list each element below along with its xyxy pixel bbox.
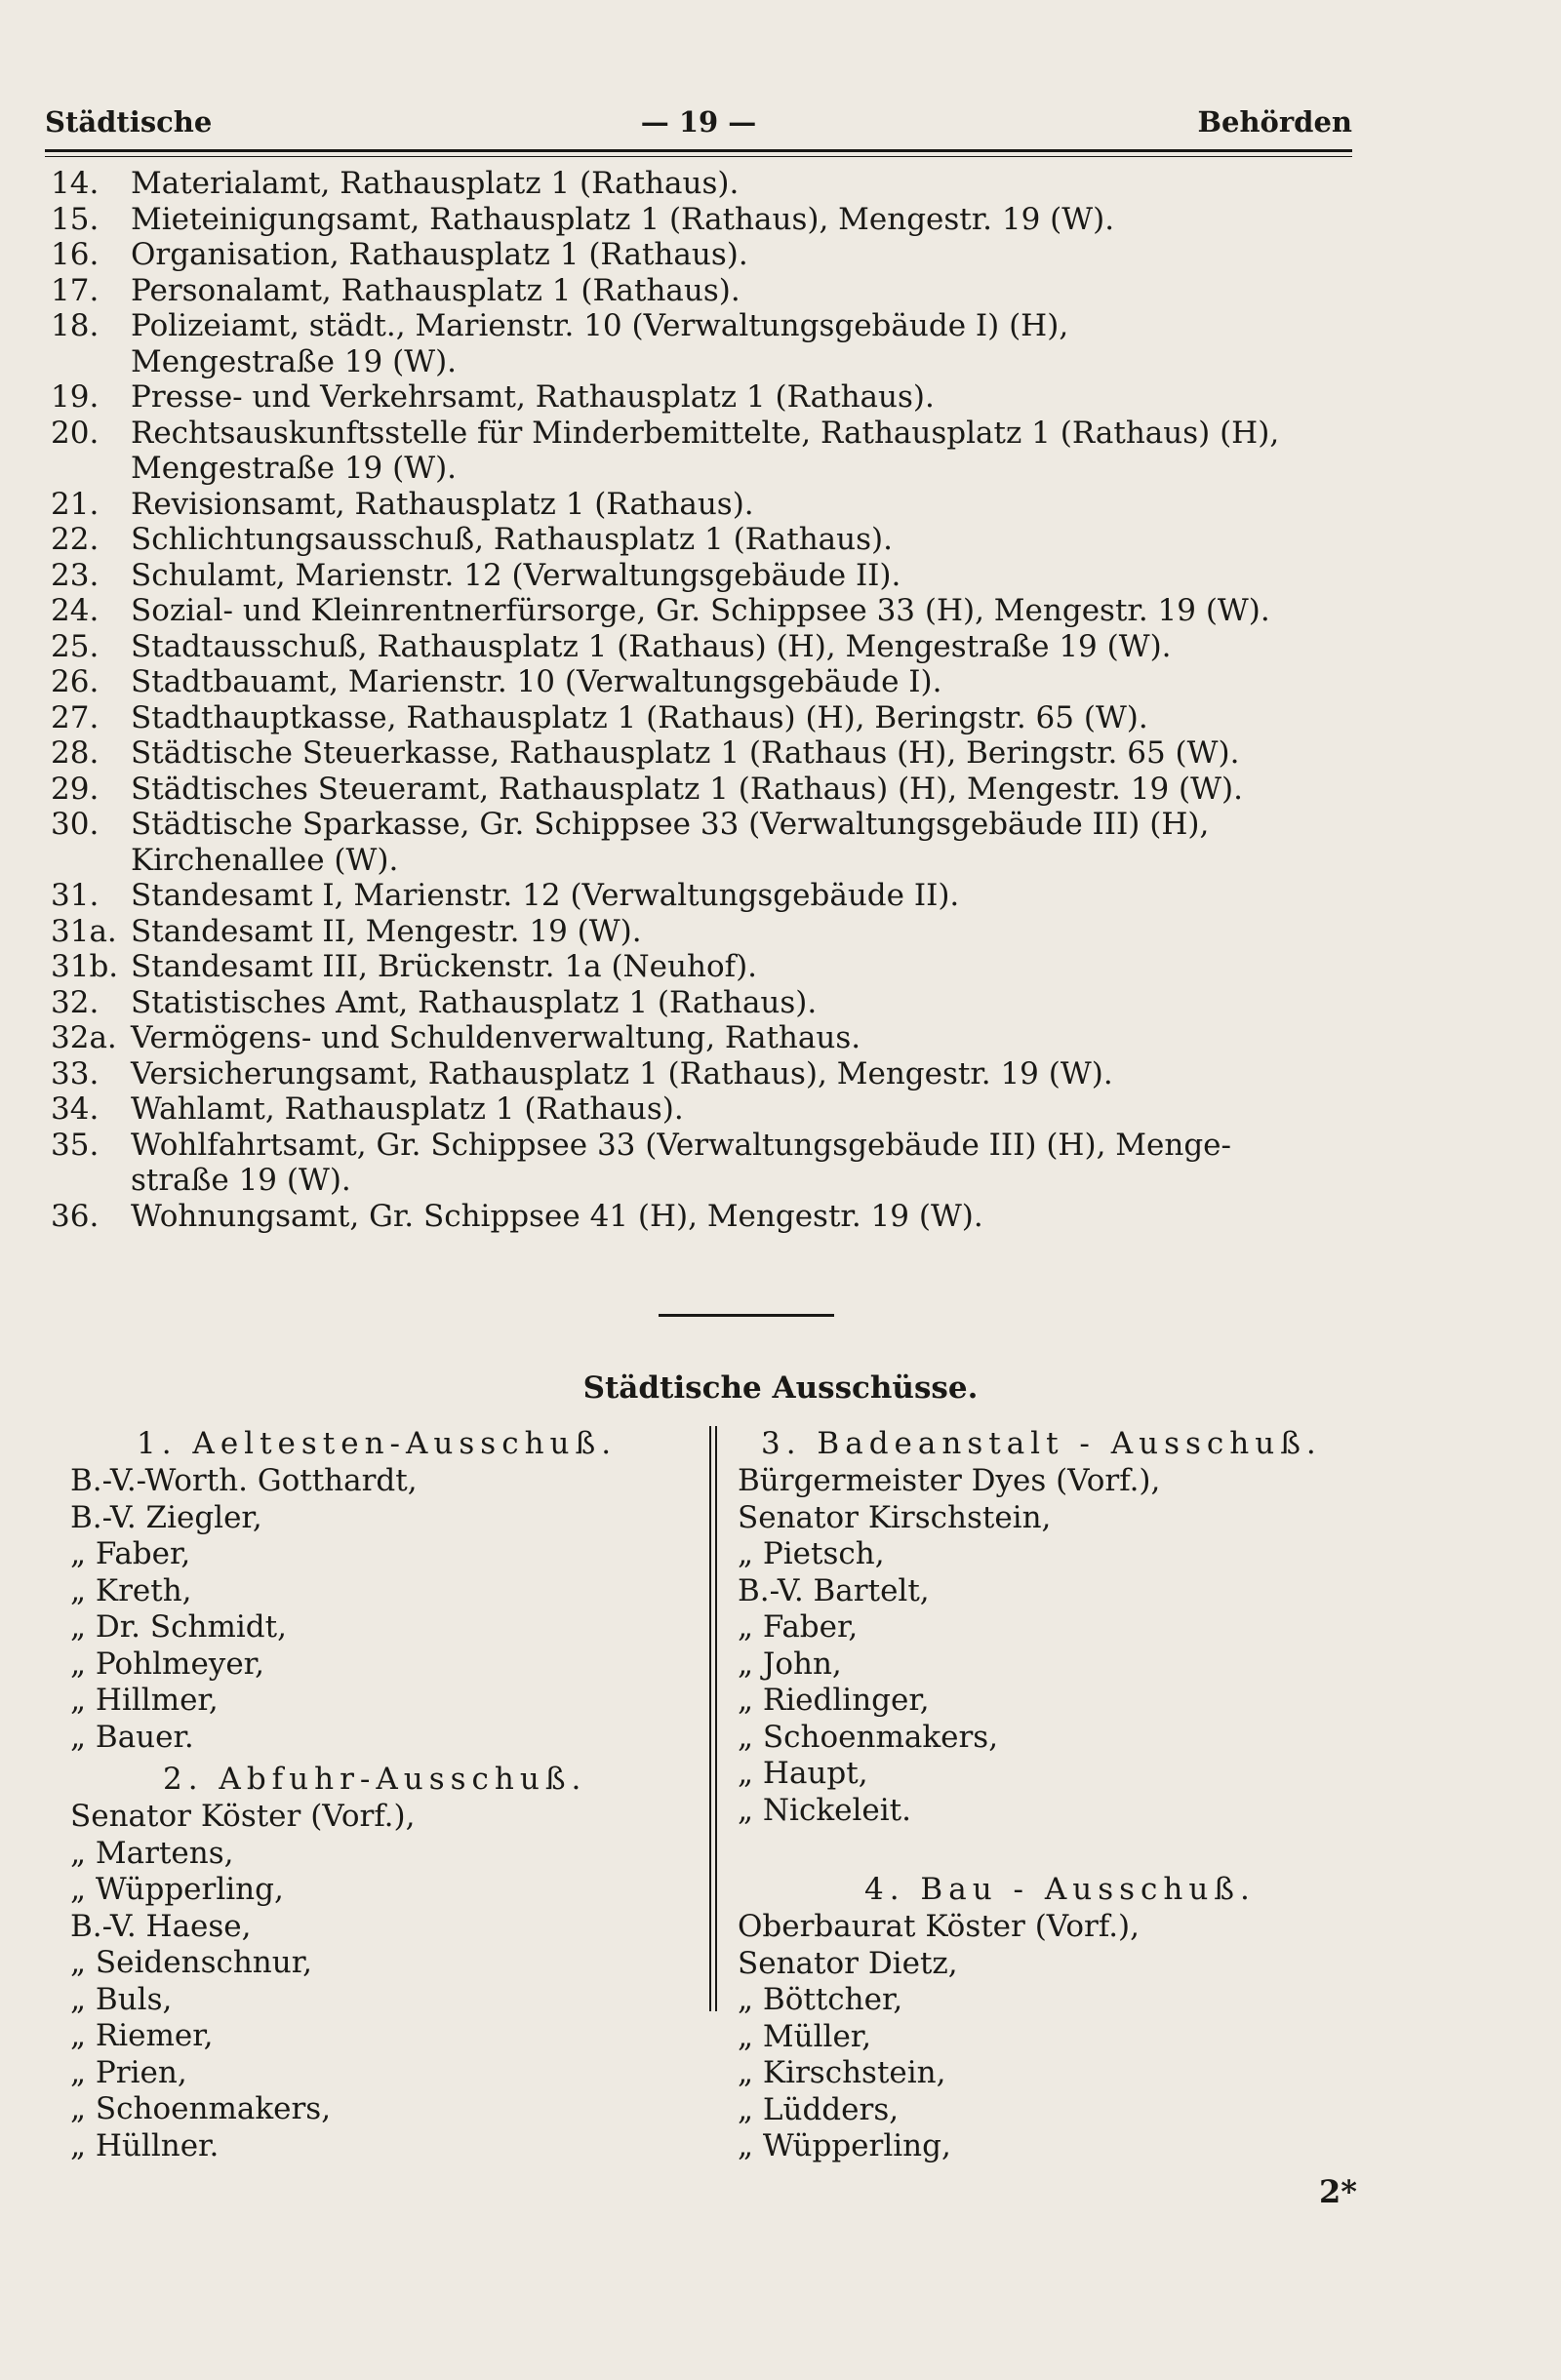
office-entry (51, 772, 1358, 808)
entry-line: Wohnungsamt, Gr. Schippsee 41 (H), Mengestr. 19 (W). (131, 1198, 983, 1234)
entry-text (131, 1091, 1358, 1128)
committee-member: B.-V.-Worth. Gotthardt, (70, 1463, 418, 1498)
page-number: — 19 — (640, 105, 757, 139)
office-entry (51, 237, 1358, 273)
committee-member: „ Pietsch, (738, 1536, 885, 1571)
office-entry (51, 1128, 1358, 1199)
committee-2-members (70, 1799, 695, 2164)
header-rule-thick (45, 149, 1352, 152)
entry-line: Städtisches Steueramt, Rathausplatz 1 (Rathaus) (H), Mengestr. 19 (W). (131, 771, 1243, 807)
entry-line: Vermögens- und Schuldenverwaltung, Rathaus. (131, 1020, 861, 1055)
header-rule-thin (45, 156, 1352, 157)
entry-text (131, 985, 1358, 1021)
committee-member: „ John, (738, 1646, 842, 1682)
committee-member: „ Kreth, (70, 1572, 192, 1608)
committee-member: B.-V. Ziegler, (70, 1499, 262, 1535)
committee-member: „ Böttcher, (738, 1982, 903, 2017)
signature-mark: 2* (1319, 2173, 1357, 2210)
committee-member: „ Lüdders, (738, 2091, 900, 2127)
committee-column-right (738, 1424, 1342, 2165)
entry-line: Mengestraße 19 (W). (131, 451, 458, 486)
entry-number: 19. (51, 379, 100, 415)
entry-text (131, 807, 1358, 878)
committee-member: „ Hillmer, (70, 1683, 219, 1718)
committee-4-title: 4. Bau - Ausschuß. (864, 1872, 1256, 1907)
entry-text (131, 416, 1358, 487)
committee-member: „ Seidenschnur, (70, 1945, 312, 1980)
entry-number: 29. (51, 771, 100, 807)
entry-line: Wahlamt, Rathausplatz 1 (Rathaus). (131, 1091, 684, 1127)
office-entry (51, 487, 1358, 523)
entry-number: 25. (51, 628, 100, 664)
entry-number: 14. (51, 166, 100, 201)
committee-member: „ Martens, (70, 1835, 234, 1871)
committee-member: „ Riedlinger, (738, 1683, 930, 1718)
entry-number: 21. (51, 486, 100, 522)
entry-text (131, 487, 1358, 523)
committee-member: Bürgermeister Dyes (Vorf.), (738, 1463, 1161, 1498)
entry-number: 31. (51, 878, 100, 913)
entry-number: 24. (51, 593, 100, 628)
entry-text (131, 166, 1358, 202)
committee-member: B.-V. Haese, (70, 1908, 252, 1944)
committee-member: „ Kirschstein, (738, 2055, 946, 2090)
office-entry (51, 1199, 1358, 1235)
entry-text (131, 772, 1358, 808)
entry-text (131, 237, 1358, 273)
entry-number: 34. (51, 1091, 100, 1127)
office-entry (51, 664, 1358, 700)
entry-line: Wohlfahrtsamt, Gr. Schippsee 33 (Verwaltungsgebäude III) (H), Menge- (131, 1127, 1231, 1163)
entry-text (131, 522, 1358, 558)
committee-2-title: 2. Abfuhr-Ausschuß. (163, 1762, 587, 1797)
office-entry (51, 273, 1358, 309)
entry-line: Schlichtungsausschuß, Rathausplatz 1 (Rathaus). (131, 522, 893, 557)
entry-line: Personalamt, Rathausplatz 1 (Rathaus). (131, 272, 740, 308)
header-right: Behörden (1197, 105, 1352, 139)
entry-number: 17. (51, 272, 100, 308)
office-entry (51, 985, 1358, 1021)
committee-member: „ Bauer. (70, 1719, 194, 1755)
entry-text (131, 1056, 1358, 1092)
entry-number: 30. (51, 807, 100, 842)
entry-line: straße 19 (W). (131, 1163, 351, 1198)
entry-number: 20. (51, 415, 100, 451)
entry-line: Stadthauptkasse, Rathausplatz 1 (Rathaus) (H), Beringstr. 65 (W). (131, 699, 1148, 735)
office-entry (51, 416, 1358, 487)
entry-text (131, 664, 1358, 700)
office-entry (51, 202, 1358, 238)
column-rule-right (715, 1426, 717, 2011)
committee-member: B.-V. Bartelt, (738, 1572, 930, 1608)
entry-number: 32. (51, 984, 100, 1020)
committee-member: Oberbaurat Köster (Vorf.), (738, 1909, 1140, 1944)
office-entry (51, 1091, 1358, 1128)
entry-text (131, 629, 1358, 665)
entry-line: Standesamt II, Mengestr. 19 (W). (131, 913, 642, 949)
entry-line: Versicherungsamt, Rathausplatz 1 (Rathaus), Mengestr. 19 (W). (131, 1055, 1113, 1091)
entry-line: Standesamt I, Marienstr. 12 (Verwaltungsgebäude II). (131, 878, 960, 913)
committee-3-title: 3. Badeanstalt - Ausschuß. (761, 1426, 1322, 1461)
entry-line: Rechtsauskunftsstelle für Minderbemittelte, Rathausplatz 1 (Rathaus) (H), (131, 415, 1280, 451)
entry-number: 16. (51, 237, 100, 272)
entry-line: Organisation, Rathausplatz 1 (Rathaus). (131, 237, 748, 272)
entry-line: Sozial- und Kleinrentnerfürsorge, Gr. Schippsee 33 (H), Mengestr. 19 (W). (131, 593, 1270, 628)
committee-column-left (70, 1424, 695, 2164)
committees-title: Städtische Ausschüsse. (582, 1370, 979, 1406)
section-divider (659, 1314, 834, 1317)
header-left: Städtische (45, 105, 213, 139)
committee-member: „ Hüllner. (70, 2127, 220, 2163)
entry-line: Presse- und Verkehrsamt, Rathausplatz 1 (Rathaus). (131, 379, 935, 415)
entry-number: 22. (51, 522, 100, 557)
committee-member: „ Wüpperling, (70, 1872, 284, 1907)
running-header (45, 105, 1352, 148)
office-entry (51, 166, 1358, 202)
column-rule-left (709, 1426, 711, 2011)
entry-number: 28. (51, 735, 100, 771)
entry-text (131, 379, 1358, 416)
entry-text (131, 558, 1358, 594)
entry-number: 27. (51, 699, 100, 735)
committee-member: Senator Köster (Vorf.), (70, 1799, 416, 1834)
committee-member: „ Müller, (738, 2018, 872, 2054)
entry-line: Städtische Steuerkasse, Rathausplatz 1 (Rathaus (H), Beringstr. 65 (W). (131, 735, 1240, 771)
committee-4-members (738, 1909, 1342, 2165)
committee-member: „ Pohlmeyer, (70, 1646, 264, 1682)
committee-member: „ Buls, (70, 1981, 173, 2017)
entry-text (131, 593, 1358, 629)
committee-member: „ Faber, (738, 1609, 859, 1645)
committee-member: „ Prien, (70, 2054, 187, 2090)
entry-number: 31b. (51, 949, 119, 984)
entry-number: 33. (51, 1055, 100, 1091)
committee-member: „ Faber, (70, 1536, 191, 1571)
entry-text (131, 735, 1358, 772)
office-list (51, 166, 1358, 1234)
entry-text (131, 878, 1358, 914)
committee-member: „ Schoenmakers, (738, 1719, 999, 1755)
office-entry (51, 735, 1358, 772)
entry-line: Mengestraße 19 (W). (131, 343, 458, 379)
entry-line: Revisionsamt, Rathausplatz 1 (Rathaus). (131, 486, 754, 522)
entry-line: Mieteinigungsamt, Rathausplatz 1 (Rathaus), Mengestr. 19 (W). (131, 201, 1115, 237)
office-entry (51, 379, 1358, 416)
entry-line: Statistisches Amt, Rathausplatz 1 (Rathaus). (131, 984, 818, 1020)
entry-line: Materialamt, Rathausplatz 1 (Rathaus). (131, 166, 740, 201)
entry-text (131, 1128, 1358, 1199)
entry-line: Kirchenallee (W). (131, 842, 399, 878)
entry-line: Stadtausschuß, Rathausplatz 1 (Rathaus) (H), Mengestraße 19 (W). (131, 628, 1172, 664)
entry-number: 23. (51, 557, 100, 593)
committee-member: „ Riemer, (70, 2018, 214, 2053)
entry-line: Städtische Sparkasse, Gr. Schippsee 33 (Verwaltungsgebäude III) (H), (131, 807, 1210, 842)
entry-text (131, 914, 1358, 950)
committee-member: Senator Kirschstein, (738, 1499, 1052, 1535)
office-entry (51, 878, 1358, 914)
entry-text (131, 273, 1358, 309)
committee-1-title: 1. Aeltesten-Ausschuß. (137, 1426, 618, 1461)
committee-member: „ Schoenmakers, (70, 2091, 332, 2126)
entry-text (131, 1020, 1358, 1056)
committee-3-members (738, 1463, 1342, 1829)
entry-line: Schulamt, Marienstr. 12 (Verwaltungsgebäude II). (131, 557, 901, 593)
office-entry (51, 593, 1358, 629)
committee-member: „ Haupt, (738, 1756, 868, 1791)
office-entry (51, 308, 1358, 379)
entry-number: 35. (51, 1127, 100, 1163)
entry-line: Standesamt III, Brückenstr. 1a (Neuhof). (131, 949, 758, 984)
entry-number: 18. (51, 308, 100, 343)
entry-line: Polizeiamt, städt., Marienstr. 10 (Verwaltungsgebäude I) (H), (131, 308, 1069, 343)
office-entry (51, 1020, 1358, 1056)
office-entry (51, 949, 1358, 985)
entry-number: 26. (51, 664, 100, 699)
entry-text (131, 700, 1358, 736)
office-entry (51, 914, 1358, 950)
office-entry (51, 558, 1358, 594)
entry-number: 31a. (51, 913, 117, 949)
office-entry (51, 700, 1358, 736)
entry-text (131, 308, 1358, 379)
entry-text (131, 949, 1358, 985)
committee-member: „ Wüpperling, (738, 2128, 951, 2163)
office-entry (51, 1056, 1358, 1092)
committee-member: „ Dr. Schmidt, (70, 1609, 287, 1645)
entry-line: Stadtbauamt, Marienstr. 10 (Verwaltungsgebäude I). (131, 664, 942, 699)
entry-number: 36. (51, 1198, 100, 1234)
office-entry (51, 629, 1358, 665)
office-entry (51, 522, 1358, 558)
entry-number: 32a. (51, 1020, 117, 1055)
committee-member: „ Nickeleit. (738, 1792, 911, 1828)
entry-text (131, 202, 1358, 238)
office-entry (51, 807, 1358, 878)
entry-number: 15. (51, 201, 100, 237)
committee-member: Senator Dietz, (738, 1945, 958, 1981)
entry-text (131, 1199, 1358, 1235)
committee-1-members (70, 1463, 695, 1756)
